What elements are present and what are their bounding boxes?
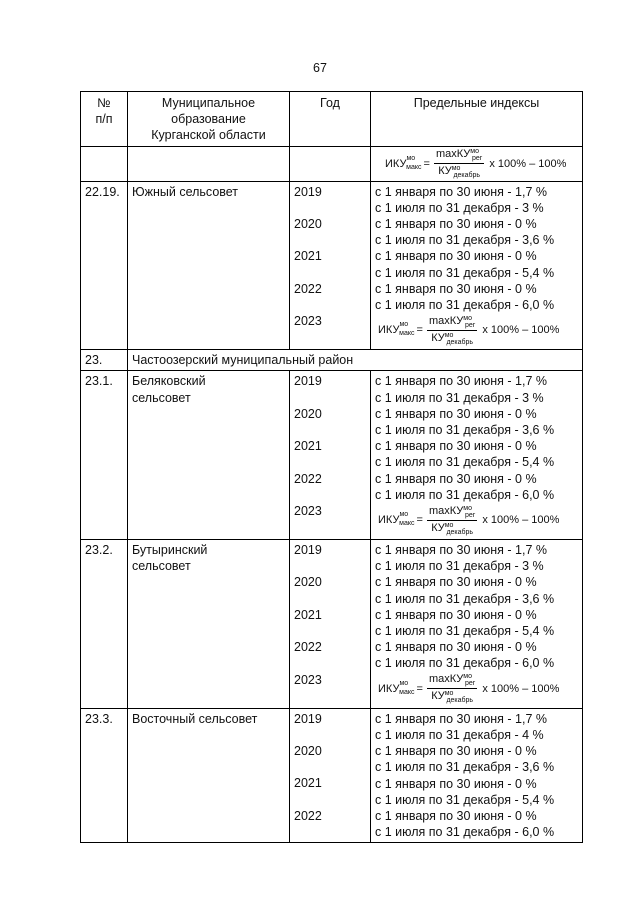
index-formula: ИКУ мо макс = $\frac{\max КУ^{мо}_{рег}}{КУ^{мо}_{декабрь}}$ x 100% – 100% bbox=[385, 148, 567, 180]
index-line: с 1 января по 30 июня - 0 % bbox=[375, 744, 537, 759]
year-value: 2023 bbox=[294, 504, 322, 518]
row-indices bbox=[371, 371, 583, 540]
index-line: с 1 июля по 31 декабря - 3,6 % bbox=[375, 591, 555, 606]
year-value: 2021 bbox=[294, 607, 322, 622]
index-line: с 1 января по 30 июня - 0 % bbox=[375, 406, 537, 421]
table-row bbox=[81, 181, 583, 350]
index-line: с 1 июля по 31 декабря - 6,0 % bbox=[375, 825, 555, 840]
index-line: с 1 января по 30 июня - 1,7 % bbox=[375, 711, 547, 726]
index-line: с 1 июля по 31 декабря - 5,4 % bbox=[375, 792, 555, 807]
row-municipality: Бутыринский сельсовет bbox=[128, 540, 290, 709]
year-value: 2023 bbox=[294, 314, 322, 329]
index-line: с 1 января по 30 июня - 0 % bbox=[375, 607, 537, 622]
table-header-row bbox=[81, 92, 583, 147]
index-line: с 1 января по 30 июня - 1,7 % bbox=[375, 543, 547, 558]
row-municipality: Беляковский сельсовет bbox=[128, 371, 290, 540]
year-value: 2019 bbox=[294, 184, 322, 199]
section-row bbox=[81, 350, 583, 371]
row-municipality: Южный сельсовет bbox=[128, 181, 290, 350]
index-line: с 1 июля по 31 декабря - 6,0 % bbox=[375, 656, 555, 671]
header-index: Предельные индексы bbox=[371, 92, 583, 147]
index-line: с 1 июля по 31 декабря - 5,4 % bbox=[375, 624, 555, 639]
index-line: с 1 июля по 31 декабря - 3 % bbox=[375, 200, 544, 215]
table-row bbox=[81, 540, 583, 709]
year-value: 2021 bbox=[294, 776, 322, 791]
header-num: № п/п bbox=[81, 92, 128, 147]
year-value: 2019 bbox=[294, 711, 322, 726]
row-num: 22.19. bbox=[81, 181, 128, 350]
year-value: 2019 bbox=[294, 543, 322, 558]
index-formula: ИКУ мо макс = $\frac{\max КУ^{мо}_{рег}}{КУ^{мо}_{декабрь}}$ x 100% – 100% bbox=[378, 314, 560, 346]
index-line: с 1 июля по 31 декабря - 5,4 % bbox=[375, 455, 555, 470]
row-num: 23.1. bbox=[81, 371, 128, 540]
index-line: с 1 января по 30 июня - 0 % bbox=[375, 281, 537, 296]
row-years bbox=[290, 181, 371, 350]
index-line: с 1 января по 30 июня - 1,7 % bbox=[375, 184, 547, 199]
year-value: 2020 bbox=[294, 744, 322, 759]
index-line: с 1 января по 30 июня - 0 % bbox=[375, 776, 537, 791]
row-years bbox=[290, 371, 371, 540]
index-line: с 1 июля по 31 декабря - 6,0 % bbox=[375, 487, 555, 502]
year-value: 2020 bbox=[294, 575, 322, 590]
row-num: 23.2. bbox=[81, 540, 128, 709]
year-value: 2021 bbox=[294, 249, 322, 264]
index-line: с 1 января по 30 июня - 0 % bbox=[375, 471, 537, 486]
index-line: с 1 января по 30 июня - 0 % bbox=[375, 640, 537, 655]
page-number: 67 bbox=[313, 61, 327, 75]
index-line: с 1 июля по 31 декабря - 3,6 % bbox=[375, 423, 555, 438]
header-year: Год bbox=[290, 92, 371, 147]
table-row bbox=[81, 371, 583, 540]
index-line: с 1 июля по 31 декабря - 3 % bbox=[375, 559, 544, 574]
year-value: 2020 bbox=[294, 217, 322, 231]
index-line: с 1 июля по 31 декабря - 6,0 % bbox=[375, 298, 555, 313]
year-value: 2019 bbox=[294, 374, 322, 389]
index-line: с 1 июля по 31 декабря - 3,6 % bbox=[375, 233, 555, 248]
section-num: 23. bbox=[81, 350, 128, 371]
row-indices bbox=[371, 540, 583, 709]
row-municipality: Восточный сельсовет bbox=[128, 708, 290, 843]
year-value: 2020 bbox=[294, 406, 322, 421]
index-line: с 1 июля по 31 декабря - 3,6 % bbox=[375, 760, 555, 775]
section-title: Частоозерский муниципальный район bbox=[128, 350, 583, 371]
row-years bbox=[290, 540, 371, 709]
row-indices bbox=[371, 708, 583, 843]
row-years bbox=[290, 708, 371, 843]
indices-table bbox=[80, 91, 583, 843]
index-line: с 1 января по 30 июня - 0 % bbox=[375, 575, 537, 590]
index-line: с 1 июля по 31 декабря - 3 % bbox=[375, 390, 544, 405]
year-value: 2021 bbox=[294, 439, 322, 454]
row-num: 23.3. bbox=[81, 708, 128, 843]
index-line: с 1 января по 30 июня - 0 % bbox=[375, 808, 537, 823]
index-line: с 1 января по 30 июня - 0 % bbox=[375, 217, 537, 232]
row-indices bbox=[371, 181, 583, 350]
table-row bbox=[81, 708, 583, 843]
index-line: с 1 января по 30 июня - 1,7 % bbox=[375, 374, 547, 389]
year-value: 2022 bbox=[294, 471, 322, 486]
index-line: с 1 января по 30 июня - 0 % bbox=[375, 249, 537, 264]
header-municipality: Муниципальное образование Курганской области bbox=[128, 92, 290, 147]
year-value: 2022 bbox=[294, 640, 322, 655]
index-line: с 1 января по 30 июня - 0 % bbox=[375, 439, 537, 454]
index-line: с 1 июля по 31 декабря - 5,4 % bbox=[375, 265, 555, 280]
formula-row bbox=[81, 146, 583, 181]
index-line: с 1 июля по 31 декабря - 4 % bbox=[375, 727, 544, 742]
index-formula: ИКУ мо макс = $\frac{\max КУ^{мо}_{рег}}{КУ^{мо}_{декабрь}}$ x 100% – 100% bbox=[378, 504, 560, 536]
year-value: 2022 bbox=[294, 281, 322, 296]
year-value: 2022 bbox=[294, 808, 322, 823]
index-formula: ИКУ мо макс = $\frac{\max КУ^{мо}_{рег}}{КУ^{мо}_{декабрь}}$ x 100% – 100% bbox=[378, 673, 560, 705]
year-value: 2023 bbox=[294, 672, 322, 687]
